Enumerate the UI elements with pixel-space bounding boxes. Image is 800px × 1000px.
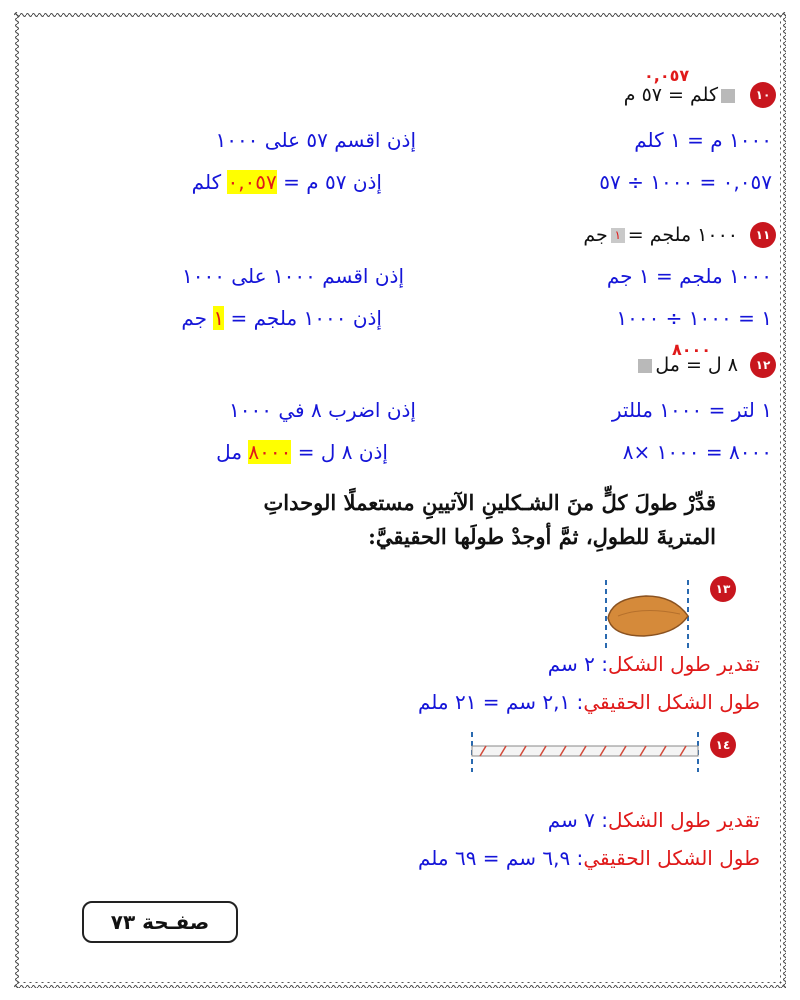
problem-10-row2-left: [192, 170, 382, 194]
problem-10-answer-highlight: ٠,٠٥٧: [227, 170, 277, 194]
problem-10-answer-annotation: ٠,٠٥٧: [644, 66, 690, 85]
instruction-line-2: المتريةَ للطولِ، ثمَّ أوجدْ طولَها الحقيقيَّ:: [368, 524, 716, 549]
problem-11-row2-left-a: إذن ١٠٠٠ ملجم =: [230, 306, 382, 330]
problem-14-badge: ١٤: [710, 732, 736, 758]
problem-14-estimate-value: : ٧ سم: [547, 808, 609, 832]
problem-12-badge: ١٢: [750, 352, 776, 378]
problem-10-row2-right: ٠,٠٥٧ = ١٠٠٠ ÷ ٥٧: [599, 170, 772, 194]
problem-11-row2-left-b: جم: [181, 306, 208, 330]
problem-10-row2-left-b: كلم: [191, 170, 222, 194]
problem-10-row1-left: إذن اقسم ٥٧ على ١٠٠٠: [215, 128, 416, 152]
problem-10-row2-left-a: إذن ٥٧ م =: [283, 170, 382, 194]
blank-box: [638, 359, 652, 373]
problem-11-row2-right: ١ = ١٠٠٠ ÷ ١٠٠٠: [616, 306, 772, 330]
problem-11-question-b: جم: [583, 224, 608, 246]
page-number-box: صفـحة ٧٣: [82, 901, 238, 943]
problem-11-row2-left: [181, 306, 382, 330]
problem-12-question-text: ٨ ل = مل: [655, 354, 738, 376]
problem-13-estimate-label: تقدير طول الشكل: [608, 652, 760, 676]
problem-14-actual: [418, 846, 760, 870]
problem-14-actual-value: : ٦,٩ سم = ٦٩ ملم: [417, 846, 584, 870]
problem-13-actual-value: : ٢,١ سم = ٢١ ملم: [417, 690, 584, 714]
instruction-text: [264, 486, 716, 554]
problem-12-answer-highlight: ٨٠٠٠: [248, 440, 292, 464]
problem-12-row2-left-b: مل: [216, 440, 243, 464]
problem-11-row1-right: ١٠٠٠ ملجم = ١ جم: [606, 264, 772, 288]
problem-13-actual: [418, 690, 760, 714]
problem-11-question-a: ١٠٠٠ ملجم =: [627, 224, 738, 246]
problem-10-question-text: كلم = ٥٧ م: [623, 84, 718, 106]
problem-11-answer-box: ١: [611, 228, 625, 243]
problem-10-row1-right: ١٠٠٠ م = ١ كلم: [634, 128, 772, 152]
problem-12-row1-right: ١ لتر = ١٠٠٠ مللتر: [611, 398, 772, 422]
problem-11-badge: ١١: [750, 222, 776, 248]
problem-11-question: [583, 224, 738, 246]
instruction-line-1: قدِّرْ طولَ كلٍّ منَ الشـكلينِ الآتيينِ مستعملًا الوحداتِ: [263, 490, 716, 515]
problem-14-estimate-label: تقدير طول الشكل: [608, 808, 760, 832]
problem-12-row2-right: ٨٠٠٠ = ١٠٠٠ ×٨: [622, 440, 772, 464]
problem-12-row1-left: إذن اضرب ٨ في ١٠٠٠: [229, 398, 416, 422]
problem-13-estimate-value: : ٢ سم: [547, 652, 609, 676]
problem-11-answer-highlight: ١: [213, 306, 225, 330]
problem-10-badge: ١٠: [750, 82, 776, 108]
problem-10-question: [624, 84, 738, 106]
problem-13-estimate: [548, 652, 760, 676]
problem-12-row2-left-a: إذن ٨ ل =: [297, 440, 388, 464]
blank-box: [721, 89, 735, 103]
candy-stick-figure: [466, 730, 706, 774]
problem-14-estimate: [548, 808, 760, 832]
problem-12-question: [635, 354, 738, 376]
almond-figure: [594, 580, 704, 650]
problem-13-actual-label: طول الشكل الحقيقي: [583, 690, 760, 714]
problem-11-row1-left: إذن اقسم ١٠٠٠ على ١٠٠٠: [181, 264, 404, 288]
problem-12-answer-annotation: ٨٠٠٠: [672, 340, 712, 359]
problem-13-badge: ١٣: [710, 576, 736, 602]
problem-14-actual-label: طول الشكل الحقيقي: [583, 846, 760, 870]
problem-12-row2-left: [216, 440, 388, 464]
